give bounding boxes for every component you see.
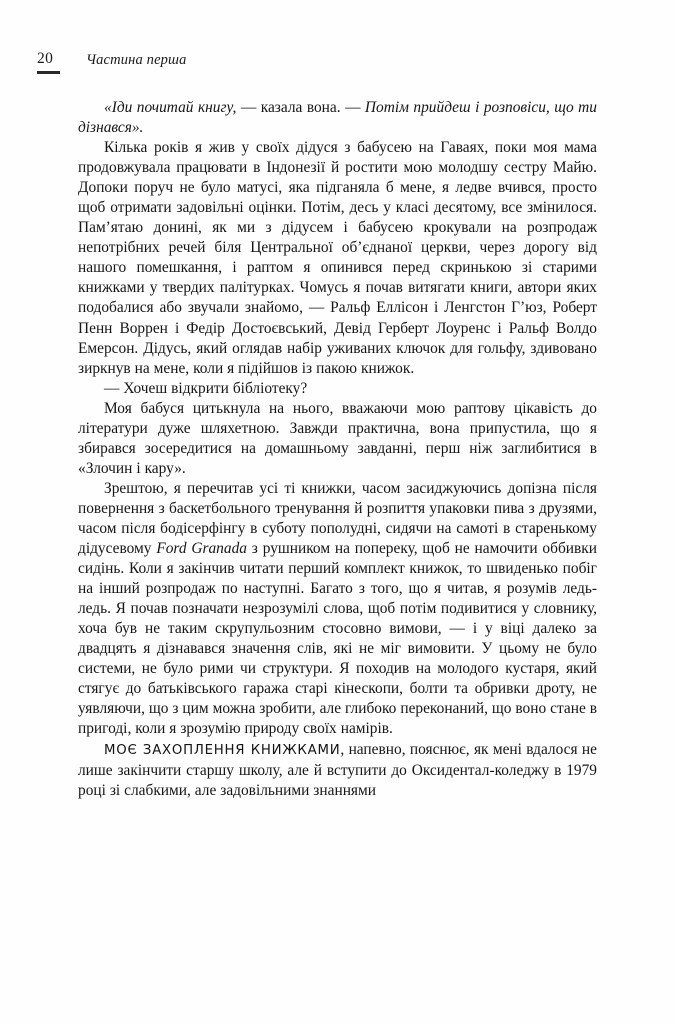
text-block	[78, 98, 597, 801]
paragraph-books-passion	[78, 740, 597, 801]
epigraph-paragraph	[78, 98, 597, 138]
paragraph-grandparents-hawaii: Кілька років я жив у своїх дідуся з бабусею на Гаваях, поки моя мама продовжувала працювати в Індонезії й ростити мою молодшу сестру Майю. Допоки поруч не було матусі, яка підганяла б мене, я ледве вчився, просто щоб отримати задовільні оцінки. Потім, десь у класі десятому, все змінилося. Пам’ятаю донині, як ми з дідусем і бабусею крокували на розпродаж непотрібних речей біля Центральної об’єднаної церкви, через дорогу від нашого помешкання, і раптом я опинився перед скринькою зі старими книжками у твердих палітурках. Чомусь я почав витягати книги, автори яких подобалися або звучали знайомо, — Ральф Еллісон і Ленгстон Г’юз, Роберт Пенн Воррен і Федір Достоєвський, Девід Герберт Лоуренс і Ральф Волдо Емерсон. Дідусь, який оглядав набір уживаних ключок для гольфу, здивовано зиркнув на мене, коли я підійшов із пакою книжок.	[78, 139, 597, 377]
paragraph-ford-granada	[78, 479, 597, 740]
running-head	[0, 50, 675, 76]
paragraph-dialogue-library: — Хочеш відкрити бібліотеку?	[104, 379, 308, 397]
epigraph-open-italic: «Іди почитай книгу,	[104, 99, 237, 116]
epigraph-roman-middle: — казала вона. —	[236, 99, 365, 116]
final-paragraph-rest: , напевно, пояснює, як мені вдалося не лише закінчити старшу школу, але й вступити до Оксидентал-коледжу в 1979 році зі слабкими, але задовільними знаннями	[78, 740, 597, 799]
running-title: Частина перша	[86, 52, 187, 68]
lead-small-caps-run: МОЄ ЗАХОПЛЕННЯ КНИЖКАМИ	[104, 742, 341, 758]
ford-paragraph-after: з рушником на попереку, щоб не намочити оббивки сидінь. Коли я закінчив читати перший комплект книжок, то швиденько побіг на інший розпродаж по наступні. Багато з того, що я читав, я розумів ледь-ледь. Я почав позначати незрозумілі слова, щоб потім подивитися у словнику, хоча був не таким скрупульозним стосовно вимови, — і у віці далеко за двадцять я дізнавався значення слів, які не міг вимовити. У цьому не було системи, не було рими чи структури. Я походив на молодого кустаря, який стягує до батьківського гаража старі кінескопи, болти та обривки дроту, не уявляючи, що з цим можна зробити, але глибоко переконаний, що воно стане в пригоді, коли я зрозумію природу своїх намірів.	[78, 540, 597, 738]
epigraph-close-italic: Потім прийдеш і розповіси, що ти дізнався».	[78, 99, 597, 137]
ford-paragraph-before: Зрештою, я перечитав усі ті книжки, часом засиджуючись допізна після повернення з баскетбольного тренування й розпиття упаковки пива з друзями, часом після бодісерфінгу в суботу пополудні, сидячи на самоті в старенькому дідусевому	[78, 479, 597, 558]
ford-granada-title: Ford Granada	[156, 540, 247, 558]
page-number-rule	[37, 71, 60, 74]
paragraph-grandmother-literature: Моя бабуся цитькнула на нього, вважаючи мою раптову цікавість до літератури дуже шляхетною. Завжди практична, вона припустила, що я збирався зосередитися на домашньому завданні, перш ніж заглибитися в «Злочин і кару».	[78, 399, 597, 477]
page-number: 20	[37, 50, 54, 67]
